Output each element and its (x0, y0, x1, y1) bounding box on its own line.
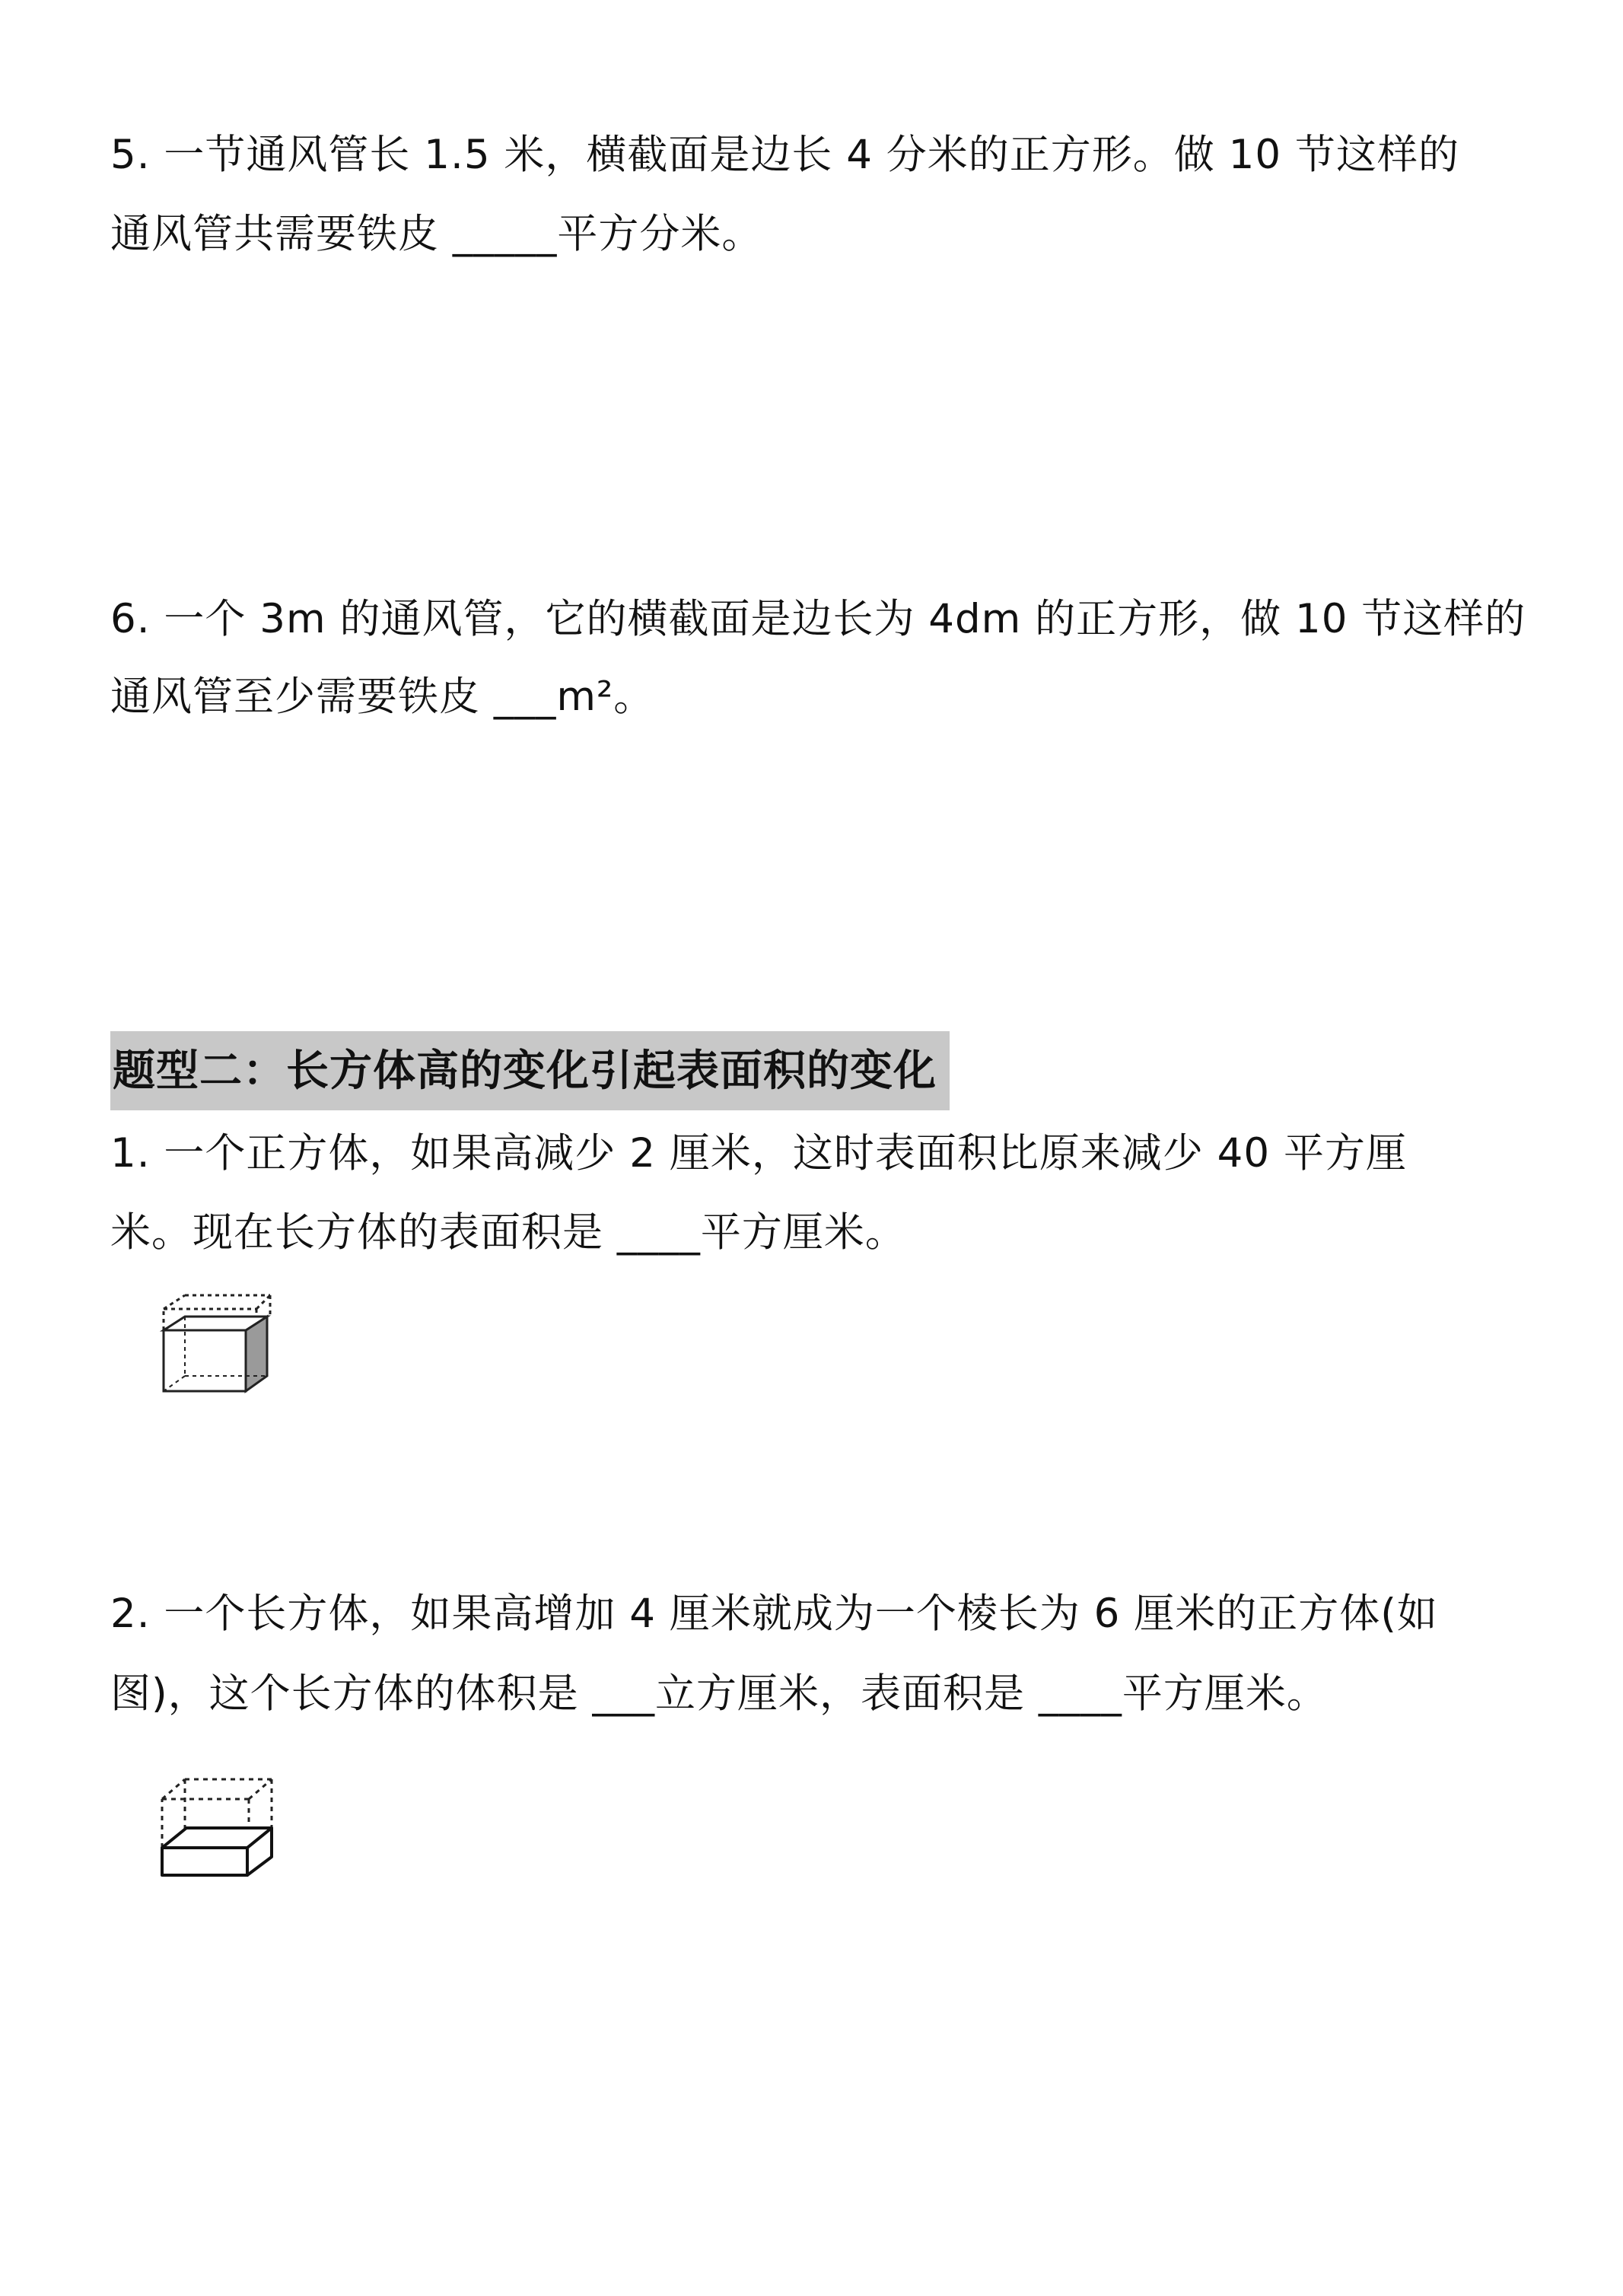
question-5-line-2: 通风管共需要铁皮 _____平方分米。 (110, 211, 763, 257)
s2-question-1-line-2: 米。现在长方体的表面积是 ____平方厘米。 (110, 1209, 906, 1256)
question-6-line-1: 6. 一个 3m 的通风管，它的横截面是边长为 4dm 的正方形，做 10 节这样的 (110, 596, 1526, 642)
s2-question-2-line-2: 图)，这个长方体的体积是 ___立方厘米，表面积是 ____平方厘米。 (110, 1670, 1328, 1717)
s2-question-1-line-1: 1. 一个正方体，如果高减少 2 厘米，这时表面积比原来减少 40 平方厘 (110, 1130, 1407, 1177)
cuboid-with-dotted-cube-figure (156, 1764, 285, 1878)
question-5-line-1: 5. 一节通风管长 1.5 米，横截面是边长 4 分米的正方形。做 10 节这样的 (110, 132, 1459, 178)
question-6-line-2: 通风管至少需要铁皮 ___m²。 (110, 674, 655, 720)
section-heading: 题型二：长方体高的变化引起表面积的变化 (113, 1046, 937, 1096)
cube-with-dotted-top-figure (156, 1294, 278, 1408)
s2-question-2-line-1: 2. 一个长方体，如果高增加 4 厘米就成为一个棱长为 6 厘米的正方体(如 (110, 1591, 1438, 1637)
